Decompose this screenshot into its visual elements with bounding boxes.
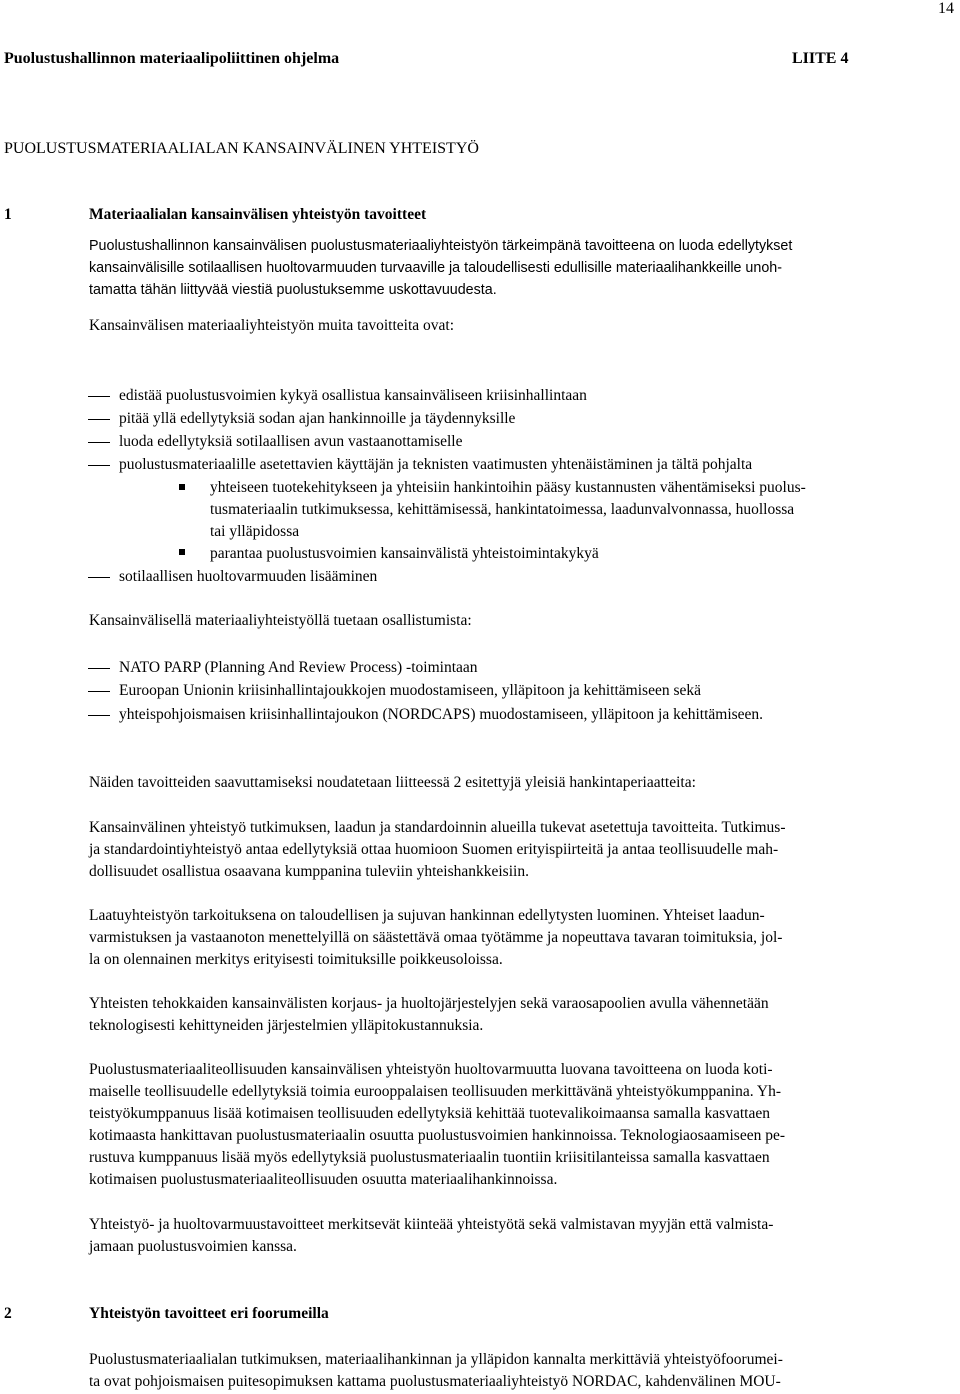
paragraph-2-line-1: Laatuyhteistyön tarkoituksena on taloudellisen ja sujuvan hankinnan edellytysten luominen. Yhteiset laadun-: [89, 907, 765, 924]
dash-bullet: [88, 577, 110, 578]
paragraph-5-line-1: Yhteistyö- ja huoltovarmuustavoitteet merkitsevät kiinteää yhteistyötä sekä valmistavan myyjän että valmista-: [89, 1216, 774, 1233]
paragraph-2-line-2: varmistuksen ja vastaanoton menettelyillä on säästettävä omaa työtämme ja nopeuttava tavaran toimituksia, jol-: [89, 929, 783, 946]
section-1-title: Materiaalialan kansainvälisen yhteistyön tavoitteet: [89, 206, 427, 223]
goal-item-1: edistää puolustusvoimien kykyä osallistua kansainväliseen kriisinhallintaan: [119, 387, 587, 404]
document-title: PUOLUSTUSMATERIAALIALAN KANSAINVÄLINEN YHTEISTYÖ: [4, 140, 479, 157]
intro-line-2: kansainvälisille sotilaallisen huoltovarmuuden turvaaville ja taloudellisesti edullisille materiaalihankkeille unoh-: [89, 260, 782, 276]
paragraph-4-line-5: rustuva kumppanuus lisää myös edellytyksiä puolustusmateriaalin tuontiin kriisitilanteissa samalla kasvattaen: [89, 1149, 770, 1166]
principles-line: Näiden tavoitteiden saavuttamiseksi noudatetaan liitteessä 2 esitettyjä yleisiä hankintaperiaatteita:: [89, 774, 696, 791]
dash-bullet: [88, 442, 110, 443]
dash-bullet: [88, 691, 110, 692]
subgoal-2-line-1: parantaa puolustusvoimien kansainvälistä yhteistoimintakykyä: [210, 545, 599, 562]
goal-item-5: sotilaallisen huoltovarmuuden lisääminen: [119, 568, 378, 585]
intro-line-3: tamatta tähän liittyvää viestiä puolustuksemme uskottavuudesta.: [89, 282, 497, 298]
dash-bullet: [88, 715, 110, 716]
paragraph-2-line-3: la on olennainen merkitys erityisesti toimituksille poikkeusoloissa.: [89, 951, 503, 968]
paragraph-1-line-1: Kansainvälinen yhteistyö tutkimuksen, laadun ja standardoinnin alueilla tukevat asetettuja tavoitteita. Tutkimus-: [89, 819, 786, 836]
subgoal-1-line-2: tusmateriaalin tutkimuksessa, kehittämisessä, hankintatoimessa, laadunvalvonnassa, huollossa: [210, 501, 795, 518]
support-item-3: yhteispohjoismaisen kriisinhallintajoukon (NORDCAPS) muodostamiseen, ylläpitoon ja kehittämiseen.: [119, 706, 764, 723]
goal-item-4: puolustusmateriaalille asetettavien käyttäjän ja teknisten vaatimusten yhtenäistäminen ja tältä pohjalta: [119, 456, 753, 473]
support-heading: Kansainvälisellä materiaaliyhteistyöllä tuetaan osallistumista:: [89, 612, 472, 629]
paragraph-1-line-3: dollisuudet osallistua osaavana kumppanina tuleviin yhteishankkeisiin.: [89, 863, 529, 880]
intro-line-1: Puolustushallinnon kansainvälisen puolustusmateriaaliyhteistyön tärkeimpänä tavoitteena on luoda edellytykset: [89, 238, 793, 254]
page-number: 14: [938, 0, 954, 17]
other-goals-heading: Kansainvälisen materiaaliyhteistyön muita tavoitteita ovat:: [89, 317, 455, 334]
paragraph-3-line-1: Yhteisten tehokkaiden kansainvälisten korjaus- ja huoltojärjestelyjen sekä varaosapoolien avulla vähennetään: [89, 995, 769, 1012]
header-title: Puolustushallinnon materiaalipoliittinen ohjelma: [4, 50, 340, 67]
subgoal-1-line-1: yhteiseen tuotekehitykseen ja yhteisiin hankintoihin pääsy kustannusten vähentämiseksi puolus-: [210, 479, 806, 496]
paragraph-1-line-2: ja standardointiyhteistyö antaa edellytyksiä ottaa huomioon Suomen erityispiirteitä ja antaa teollisuudelle mah-: [89, 841, 779, 858]
goal-item-3: luoda edellytyksiä sotilaallisen avun vastaanottamiselle: [119, 433, 463, 450]
paragraph-4-line-4: kotimaasta hankittavan puolustusmateriaalin osuutta puolustusvoimien hankinnoissa. Teknologiaosaamiseen pe-: [89, 1127, 785, 1144]
paragraph-3-line-2: teknologisesti kehittyneiden järjestelmien ylläpitokustannuksia.: [89, 1017, 484, 1034]
goal-item-2: pitää yllä edellytyksiä sodan ajan hankinnoille ja täydennyksille: [119, 410, 516, 427]
square-bullet: [179, 484, 185, 490]
paragraph-4-line-3: teistyökumppanuus lisää kotimaisen teollisuuden edellytyksiä kehittää tuotevalikoimaansa samalla kasvattaen: [89, 1105, 770, 1122]
subgoal-1-line-3: tai ylläpidossa: [210, 523, 300, 540]
support-item-1: NATO PARP (Planning And Review Process) -toimintaan: [119, 659, 478, 676]
section-2-title: Yhteistyön tavoitteet eri foorumeilla: [89, 1305, 329, 1322]
paragraph-5-line-2: jamaan puolustusvoimien kanssa.: [89, 1238, 297, 1255]
section-2-line-2: ta ovat pohjoismaisen puitesopimuksen kattama puolustusmateriaaliyhteistyö NORDAC, kahdenvälinen MOU-: [89, 1373, 781, 1390]
section-2-number: 2: [4, 1305, 12, 1322]
dash-bullet: [88, 668, 110, 669]
dash-bullet: [88, 419, 110, 420]
square-bullet: [179, 549, 185, 555]
dash-bullet: [88, 396, 110, 397]
section-1-number: 1: [4, 206, 12, 223]
appendix-label: LIITE 4: [792, 50, 849, 67]
paragraph-4-line-6: kotimaisen puolustusmateriaaliteollisuuden osuutta materiaalihankinnoissa.: [89, 1171, 558, 1188]
section-2-line-1: Puolustusmateriaalialan tutkimuksen, materiaalihankinnan ja ylläpidon kannalta merkittäviä yhteistyöfoorumei-: [89, 1351, 783, 1368]
paragraph-4-line-2: maiselle teollisuudelle edellytyksiä toimia eurooppalaisen teollisuuden merkittävänä yhteistyökumppanina. Yh-: [89, 1083, 782, 1100]
support-item-2: Euroopan Unionin kriisinhallintajoukkojen muodostamiseen, ylläpitoon ja kehittämiseen sekä: [119, 682, 701, 699]
dash-bullet: [88, 465, 110, 466]
paragraph-4-line-1: Puolustusmateriaaliteollisuuden kansainvälisen yhteistyön huoltovarmuutta luovana tavoitteena on luoda koti-: [89, 1061, 773, 1078]
